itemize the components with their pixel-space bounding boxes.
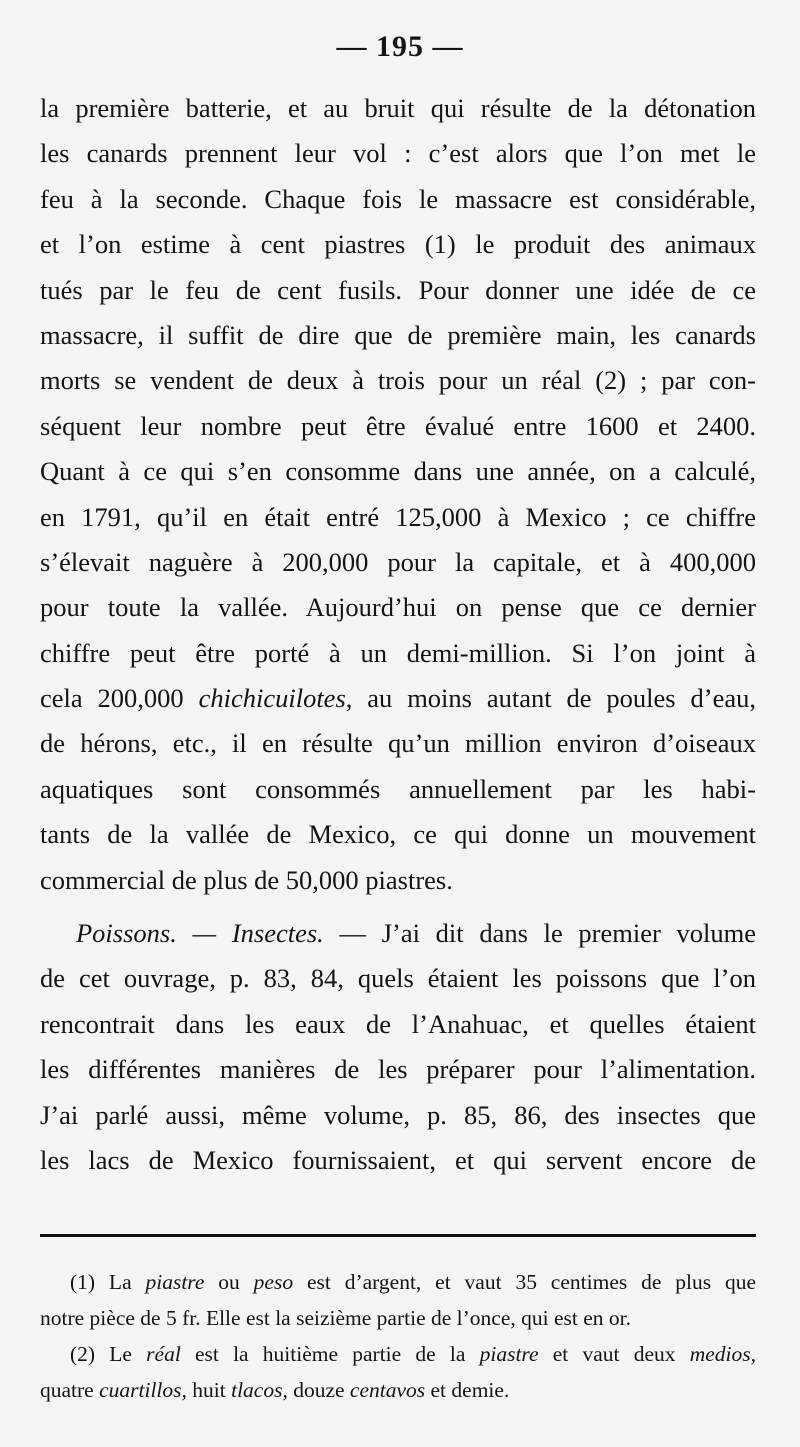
text-line: séquent leur nombre peut être évalué entre 1600 et 2400.	[40, 410, 756, 441]
text-line: et l’on estime à cent piastres (1) le produit des animaux	[40, 229, 756, 260]
text-line: morts se vendent de deux à trois pour un réal (2) ; par con-	[40, 365, 756, 396]
text-run: huit	[186, 1378, 232, 1402]
text-run: et vaut deux	[538, 1342, 690, 1366]
text-run: quatre	[40, 1378, 100, 1402]
text-line: de hérons, etc., il en résulte qu’un million environ d’oiseaux	[40, 728, 756, 759]
text-run: cela 200,000	[40, 683, 199, 714]
text-line: tants de la vallée de Mexico, ce qui donne un mouvement	[40, 819, 756, 850]
text-run: douze	[287, 1378, 350, 1402]
text-run: et demie.	[425, 1378, 510, 1402]
paragraph-heading-line	[40, 911, 756, 956]
text-run: (1) La	[70, 1270, 146, 1294]
page-number: — 195 —	[336, 30, 464, 63]
text-line: les lacs de Mexico fournissaient, et qui servent encore de	[40, 1144, 756, 1175]
text-line: J’ai parlé aussi, même volume, p. 85, 86, des insectes que	[40, 1099, 756, 1130]
text-line: les différentes manières de les préparer pour l’alimentation.	[40, 1054, 756, 1085]
text-run: , au moins autant de poules d’eau,	[345, 683, 756, 714]
italic-term: medios,	[689, 1342, 756, 1366]
text-line: s’élevait naguère à 200,000 pour la capitale, et à 400,000	[40, 546, 756, 577]
text-run: est la huitième partie de la	[180, 1342, 480, 1366]
text-line: rencontrait dans les eaux de l’Anahuac, et quelles étaient	[40, 1008, 756, 1039]
italic-term: peso	[253, 1270, 294, 1294]
text-line: feu à la seconde. Chaque fois le massacre est considérable,	[40, 183, 756, 214]
text-line-chichicuilotes	[40, 676, 756, 721]
text-line: massacre, il suffit de dire que de première main, les canards	[40, 319, 756, 350]
footnote-2	[40, 1336, 756, 1372]
text-line: tués par le feu de cent fusils. Pour donner une idée de ce	[40, 274, 756, 305]
text-line: chiffre peut être porté à un demi-million. Si l’on joint à	[40, 637, 756, 668]
text-line: pour toute la vallée. Aujourd’hui on pense que ce dernier	[40, 592, 756, 623]
italic-term: piastre	[479, 1342, 539, 1366]
footnote-1	[40, 1264, 756, 1300]
footnote-2-line-2	[40, 1372, 756, 1408]
text-line: de cet ouvrage, p. 83, 84, quels étaient les poissons que l’on	[40, 963, 756, 994]
footnote-1-line-2: notre pièce de 5 fr. Elle est la seizième partie de l’once, qui est en or.	[40, 1306, 632, 1330]
text-line: en 1791, qu’il en était entré 125,000 à Mexico ; ce chiffre	[40, 501, 756, 532]
footnotes	[40, 1264, 756, 1408]
italic-term: tlacos,	[231, 1378, 288, 1402]
text-line: commercial de plus de 50,000 piastres.	[40, 864, 453, 895]
text-run: — J’ai dit dans le premier volume	[323, 918, 756, 949]
text-run: (2) Le	[70, 1342, 147, 1366]
italic-term: centavos	[349, 1378, 426, 1402]
text-line: les canards prennent leur vol : c’est alors que l’on met le	[40, 138, 756, 169]
text-line: la première batterie, et au bruit qui résulte de la détonation	[40, 93, 756, 123]
text-line: aquatiques sont consommés annuellement par les habi-	[40, 773, 756, 804]
italic-term: piastre	[145, 1270, 205, 1294]
text-run: est d’argent, et vaut 35 centimes de plus que	[293, 1270, 756, 1294]
body-text	[40, 86, 756, 1183]
italic-term: chichicuilotes	[198, 683, 346, 714]
text-line: Quant à ce qui s’en consomme dans une année, on a calculé,	[40, 456, 756, 487]
text-run: ou	[204, 1270, 254, 1294]
italic-term: cuartillos,	[99, 1378, 187, 1402]
section-heading: Poissons. — Insectes.	[76, 918, 324, 949]
italic-term: réal	[146, 1342, 181, 1366]
footnote-divider	[40, 1234, 756, 1237]
